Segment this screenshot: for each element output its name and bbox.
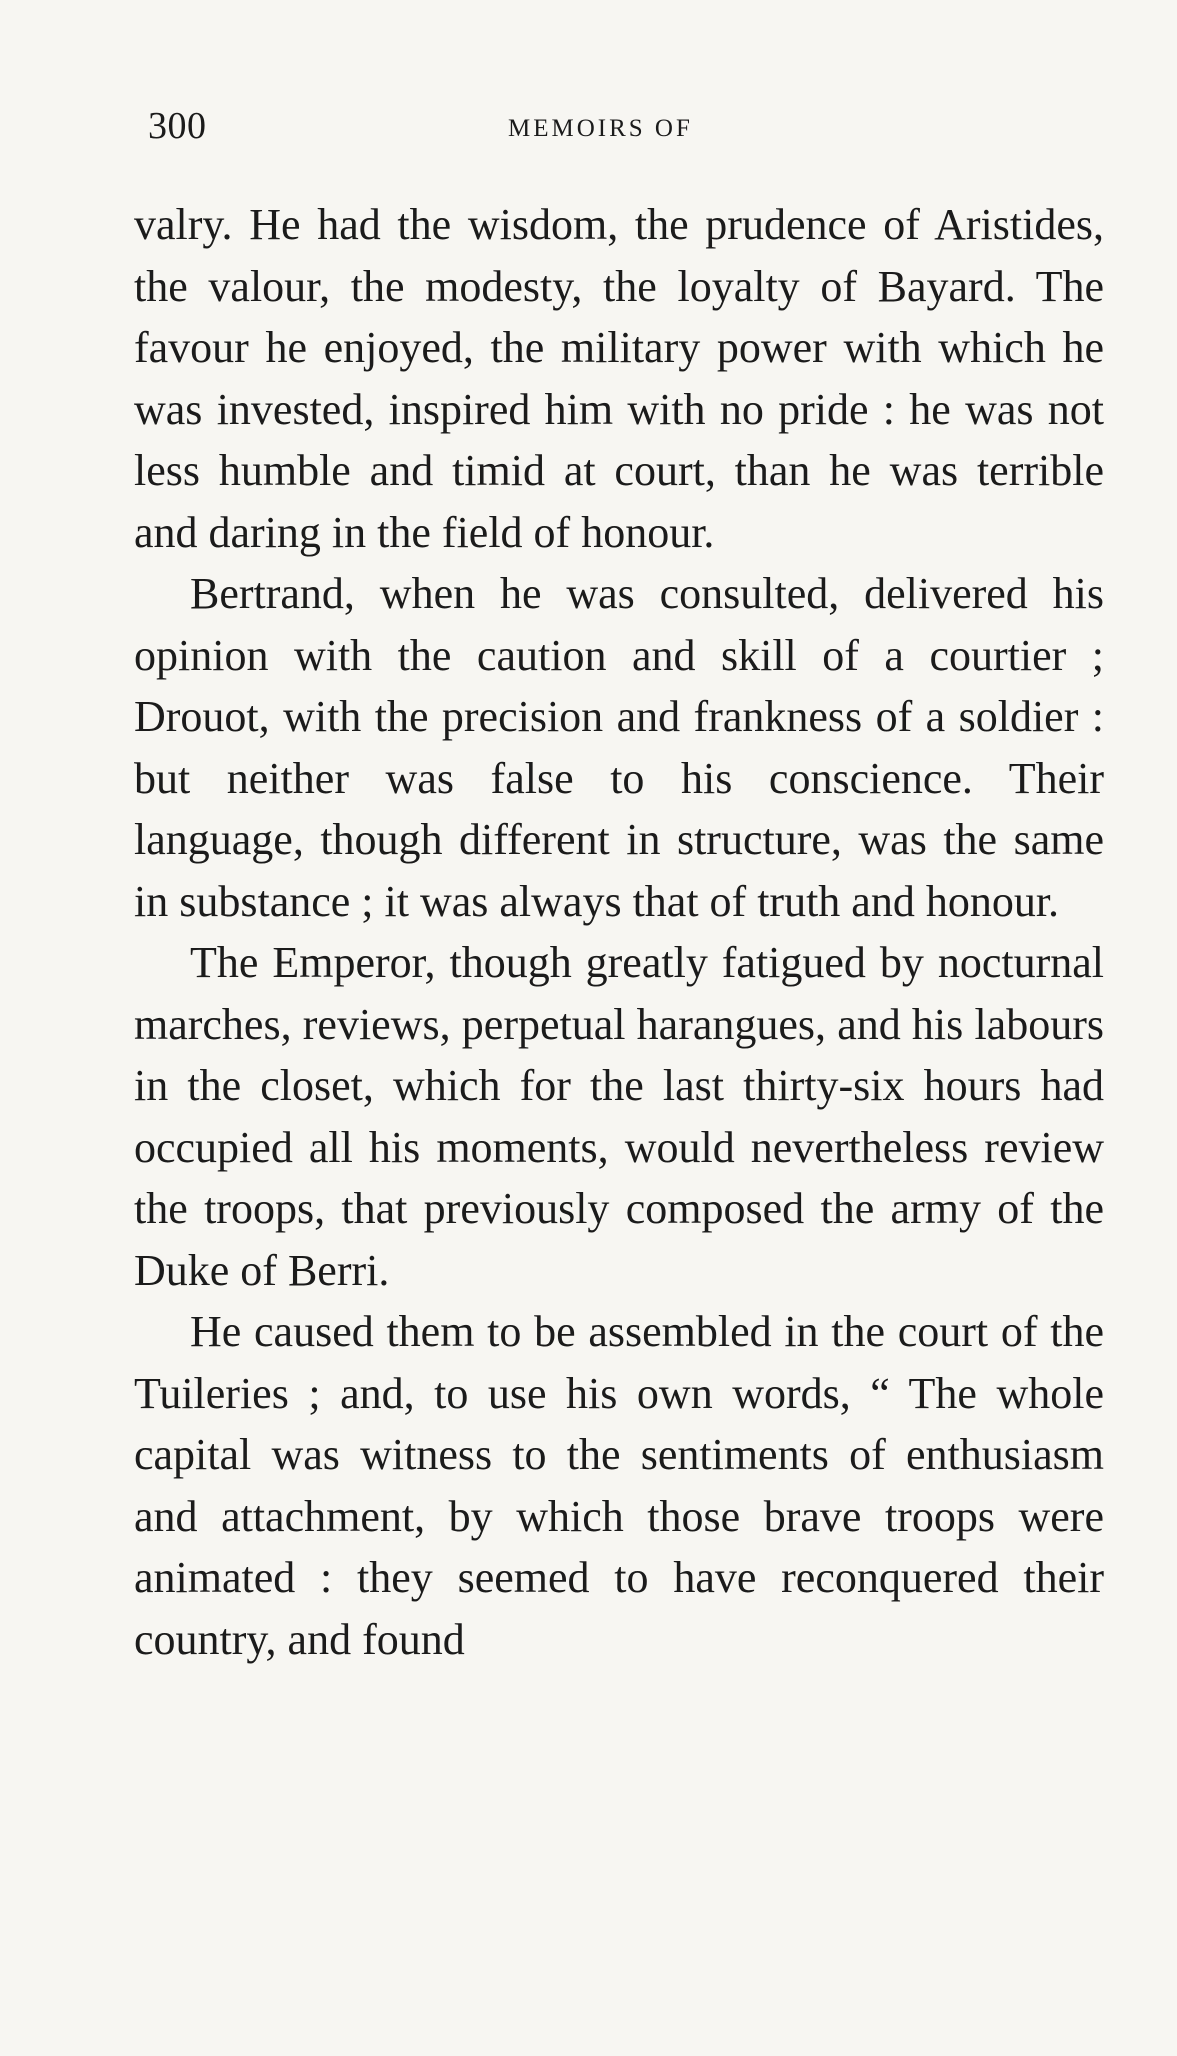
paragraph-tuileries: He caused them to be assembled in the court of the Tuileries ; and, to use his own words, “ The whole capital was witness to the sentiments of enthusiasm and attachment, by which those brave troops were animated : they seemed to have reconquered their country, and found bbox=[134, 1307, 1104, 1664]
body-text bbox=[134, 194, 1104, 1670]
page-header bbox=[140, 102, 1100, 162]
paragraph-emperor: The Emperor, though greatly fatigued by nocturnal marches, reviews, perpetual harangues, and his labours in the closet, which for the last thirty-six hours had occupied all his moments, would nevertheless review the troops, that previously composed the army of the Duke of Berri. bbox=[134, 938, 1104, 1295]
running-head: MEMOIRS OF bbox=[508, 115, 693, 142]
page-number: 300 bbox=[148, 105, 207, 147]
paragraph-continuation: valry. He had the wisdom, the prudence of Aristides, the valour, the modesty, the loyalty of Bayard. The favour he enjoyed, the military power with which he was invested, inspired him with no pride : he was not less humble and timid at court, than he was terrible and daring in the field of honour. bbox=[134, 200, 1104, 557]
paragraph-bertrand: Bertrand, when he was consulted, delivered his opinion with the caution and skill of a courtier ; Drouot, with the precision and frankness of a soldier : but neither was false to his conscience. Their language, though different in structure, was the same in substance ; it was always that of truth and honour. bbox=[134, 569, 1104, 926]
